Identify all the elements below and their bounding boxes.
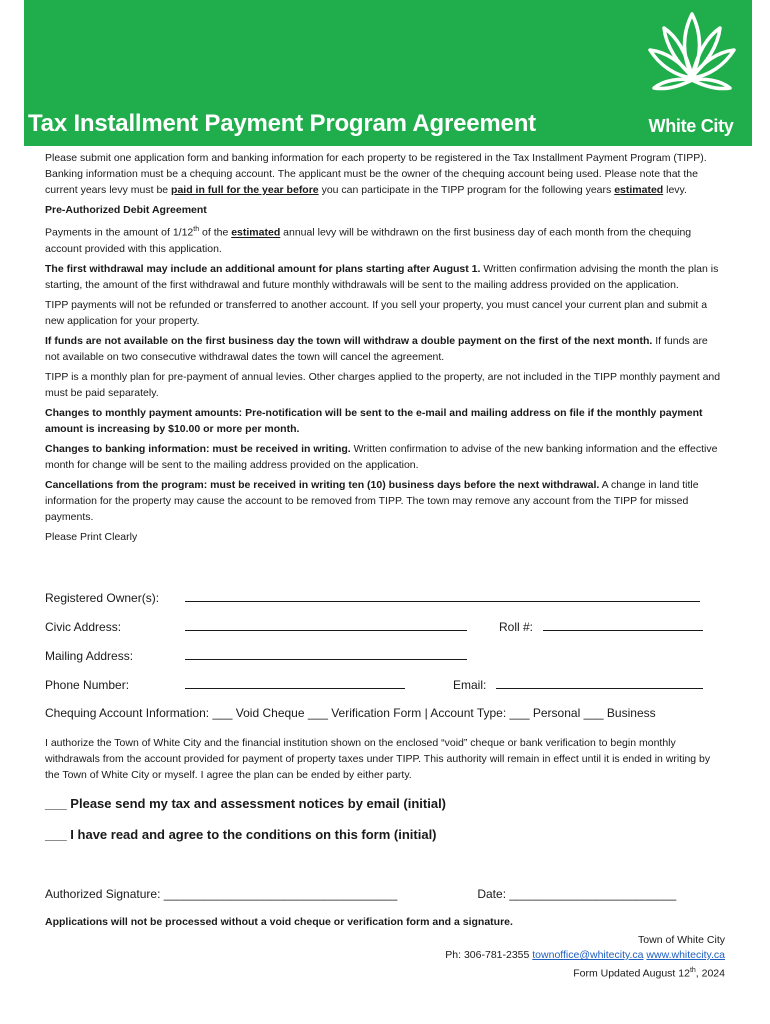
pad-text-2: of the xyxy=(199,226,232,239)
website-link[interactable]: www.whitecity.ca xyxy=(646,949,725,961)
civic-row xyxy=(45,619,703,634)
agree-initial[interactable]: ___ I have read and agree to the conditions on this form (initial) xyxy=(45,827,437,842)
pad-paragraph-2 xyxy=(45,261,725,293)
mailing-label: Mailing Address: xyxy=(45,649,134,663)
mailing-row xyxy=(45,648,467,663)
funds-text: If funds are not available on two consecutive withdrawal dates the town will cancel the agreement. xyxy=(45,334,708,363)
first-withdrawal-bold: The first withdrawal may include an additional amount for plans starting after August 1. xyxy=(45,262,481,275)
banking-text: Written confirmation to advise of the new banking information and the effective month for change will be sent to the mailing address provided on the application. xyxy=(45,442,718,471)
pad-paragraph-7 xyxy=(45,441,725,473)
pad-emphasis: estimated xyxy=(231,226,281,239)
pad-paragraph-4 xyxy=(45,333,725,365)
intro-text-2: you can participate in the TIPP program for the following years xyxy=(318,184,615,196)
form-updated xyxy=(445,963,725,982)
agreement-body xyxy=(45,150,725,549)
date-field[interactable]: _________________________ xyxy=(509,887,677,901)
footer-contact xyxy=(445,933,725,982)
updated-text: Form Updated August 12 xyxy=(573,967,690,980)
lotus-icon xyxy=(644,6,740,108)
chequing-row[interactable]: Chequing Account Information: ___ Void Cheque ___ Verification Form | Account Type: ___ Personal ___ Business xyxy=(45,706,656,720)
roll-field[interactable] xyxy=(543,619,703,631)
intro-text-3: levy. xyxy=(663,184,687,196)
pad-heading: Pre-Authorized Debit Agreement xyxy=(45,204,207,216)
roll-label: Roll #: xyxy=(499,620,534,634)
intro-paragraph xyxy=(45,150,725,198)
owner-field[interactable] xyxy=(185,590,700,602)
email-label: Email: xyxy=(453,678,487,692)
civic-field[interactable] xyxy=(185,619,467,631)
pad-paragraph-6: Changes to monthly payment amounts: Pre-notification will be sent to the e-mail and mailing address on file if the monthly payment amount is increasing by $10.00 or more per month. xyxy=(45,406,703,435)
pad-paragraph-8 xyxy=(45,477,725,525)
logo-text: White City xyxy=(648,116,734,136)
white-city-logo xyxy=(636,6,746,142)
header-banner xyxy=(24,0,752,146)
cancellation-bold: Cancellations from the program: must be received in writing ten (10) business days before the next withdrawal. xyxy=(45,478,600,491)
pad-text-3: annual levy will be withdrawn on the first business day of each month from the chequing account provided with this application. xyxy=(45,226,692,255)
email-notice-initial[interactable]: ___ Please send my tax and assessment notices by email (initial) xyxy=(45,796,447,811)
signature-field[interactable]: ___________________________________ xyxy=(163,887,398,901)
phone-number: Ph: 306-781-2355 xyxy=(445,949,533,961)
intro-emphasis: paid in full for the year before xyxy=(171,184,319,196)
authorization-text: I authorize the Town of White City and the financial institution shown on the enclosed “void” cheque or bank verification to begin monthly withdrawals from the account provided for payment of property taxes under TIPP. This authority will remain in effect until it is ended in writing by the Town of White City or myself. I agree the plan can be ended by either party. xyxy=(45,737,711,781)
email-field[interactable] xyxy=(496,677,703,689)
owner-row xyxy=(45,590,700,605)
phone-row xyxy=(45,677,703,692)
banking-bold: Changes to banking information: must be received in writing. xyxy=(45,442,351,455)
signature-label: Authorized Signature: xyxy=(45,887,164,901)
first-withdrawal-text: Written confirmation advising the month the plan is starting, the amount of the first withdrawal and future monthly withdrawals will be sent to the mailing address provided on the application. xyxy=(45,262,719,291)
mailing-field[interactable] xyxy=(185,648,467,660)
updated-year: , 2024 xyxy=(695,967,725,980)
intro-text: Please submit one application form and banking information for each property to be registered in the Tax Installment Payment Program (TIPP). Banking information must be a chequing account. The applicant must be the owner of the chequing account being used. Please note that the current years levy must be xyxy=(45,152,707,196)
updated-superscript: th xyxy=(689,967,696,974)
processing-warning: Applications will not be processed without a void cheque or verification form and a signature. xyxy=(45,916,513,928)
pad-paragraph-3: TIPP payments will not be refunded or transferred to another account. If you sell your property, you must cancel your current plan and submit a new application for your property. xyxy=(45,298,708,327)
page-title: Tax Installment Payment Program Agreement xyxy=(28,110,536,137)
signature-row xyxy=(45,887,676,901)
funds-bold: If funds are not available on the first business day the town will withdraw a double payment on the first of the next month. xyxy=(45,334,653,347)
pad-paragraph-5: TIPP is a monthly plan for pre-payment of annual levies. Other charges applied to the property, are not included in the TIPP monthly payment and must be paid separately. xyxy=(45,370,721,399)
authorization-block xyxy=(45,735,725,787)
print-clearly: Please Print Clearly xyxy=(45,530,138,543)
owner-label: Registered Owner(s): xyxy=(45,591,160,605)
phone-label: Phone Number: xyxy=(45,678,130,692)
contact-line xyxy=(445,948,725,963)
pad-paragraph-1 xyxy=(45,222,725,257)
intro-emphasis-2: estimated xyxy=(614,184,664,196)
email-link[interactable]: townoffice@whitecity.ca xyxy=(532,949,644,961)
pad-text: Payments in the amount of 1/12 xyxy=(45,226,194,239)
civic-label: Civic Address: xyxy=(45,620,122,634)
cancellation-text: A change in land title information for the property may cause the account to be removed from TIPP. The town may remove any account from the TIPP for missed payments. xyxy=(45,478,699,523)
phone-field[interactable] xyxy=(185,677,405,689)
superscript: th xyxy=(193,226,200,233)
date-label: Date: xyxy=(477,887,510,901)
town-name: Town of White City xyxy=(638,934,725,946)
